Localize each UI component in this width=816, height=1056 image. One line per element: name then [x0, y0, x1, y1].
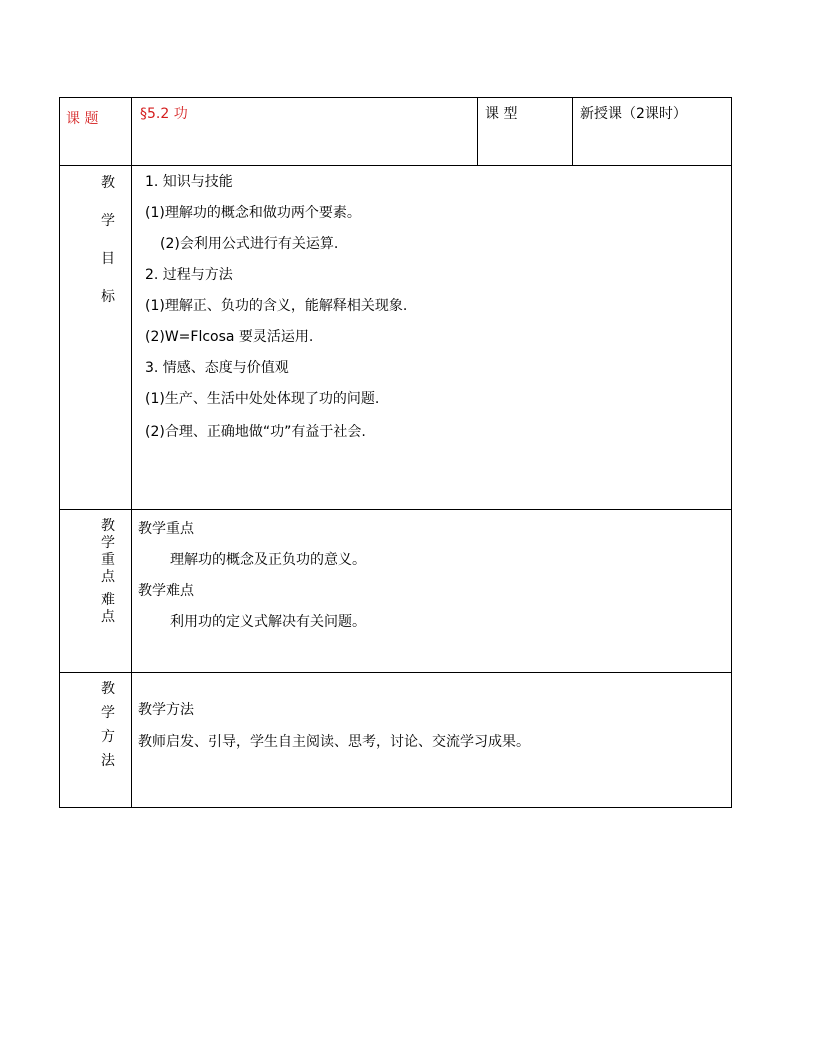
topic-value: §5.2 功 [140, 106, 188, 122]
column-divider [477, 97, 478, 166]
objective-line: 3. 情感、态度与价值观 [145, 360, 289, 376]
label-char: 难 [101, 592, 115, 608]
label-char: 重 [101, 552, 115, 568]
objective-line: (2)会利用公式进行有关运算. [160, 236, 339, 252]
table-border-top [59, 97, 732, 98]
objective-line: (2)合理、正确地做“功”有益于社会. [145, 424, 366, 440]
table-border-bottom [59, 807, 732, 808]
difficulty-text: 利用功的定义式解决有关问题。 [170, 614, 366, 630]
label-char: 法 [101, 753, 115, 769]
label-char: 学 [101, 213, 115, 229]
label-char: 标 [101, 289, 115, 305]
label-char: 教 [101, 681, 115, 697]
objectives-label [98, 172, 118, 324]
row-divider [59, 672, 732, 673]
label-char: 方 [101, 729, 115, 745]
key-points-title: 教学重点 [138, 521, 194, 537]
type-value: 新授课（2课时） [580, 106, 687, 122]
objective-line: 2. 过程与方法 [145, 267, 233, 283]
objective-line: 1. 知识与技能 [145, 174, 233, 190]
table-border-left [59, 97, 60, 808]
objective-line: (1)生产、生活中处处体现了功的问题. [145, 391, 380, 407]
label-char: 学 [101, 705, 115, 721]
table-border-right [731, 97, 732, 808]
key-points-text: 理解功的概念及正负功的意义。 [170, 552, 366, 568]
difficulty-title: 教学难点 [138, 583, 194, 599]
method-label [98, 678, 118, 774]
label-char: 教 [101, 518, 115, 534]
row-divider [59, 509, 732, 510]
label-char: 教 [101, 175, 115, 191]
type-label: 课 型 [485, 106, 518, 122]
method-title: 教学方法 [138, 702, 194, 718]
column-divider [572, 97, 573, 166]
topic-label: 课 题 [66, 111, 99, 127]
label-char: 目 [101, 251, 115, 267]
method-text: 教师启发、引导，学生自主阅读、思考，讨论、交流学习成果。 [138, 734, 530, 750]
label-char: 点 [101, 609, 115, 625]
objective-line: (1)理解正、负功的含义，能解释相关现象. [145, 298, 408, 314]
label-char: 学 [101, 535, 115, 551]
objective-line: (2)W=Flcosa 要灵活运用. [145, 329, 314, 345]
objective-line: (1)理解功的概念和做功两个要素。 [145, 205, 361, 221]
label-char: 点 [101, 569, 115, 585]
key-points-label [98, 515, 118, 623]
row-divider [59, 165, 732, 166]
column-divider [131, 97, 132, 808]
